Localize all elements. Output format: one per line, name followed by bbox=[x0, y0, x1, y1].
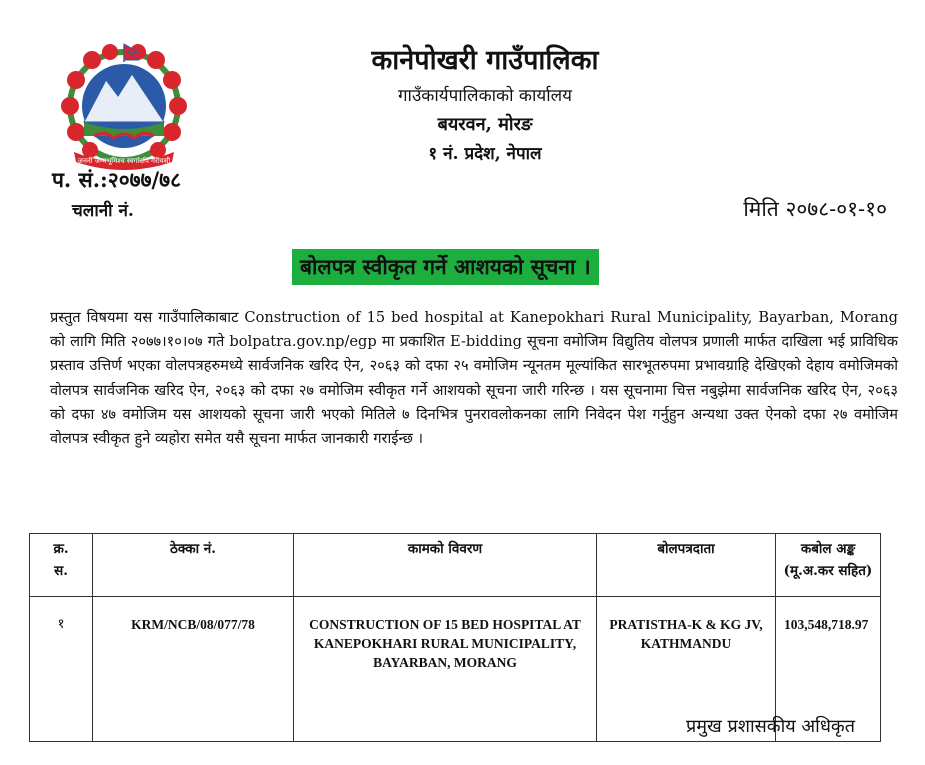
office-name: गाउँकार्यपालिकाको कार्यालय bbox=[397, 86, 573, 106]
province-label: १ नं. प्रदेश, नेपाल bbox=[428, 144, 542, 164]
reference-number: प. सं.:२०७७/७८ bbox=[52, 167, 181, 192]
municipality-emblem bbox=[44, 40, 204, 170]
signatory-designation: प्रमुख प्रशासकीय अधिकृत bbox=[686, 716, 855, 737]
header-amount-line2: (मू.अ.कर सहित) bbox=[783, 563, 873, 579]
notice-title: बोलपत्र स्वीकृत गर्ने आशयको सूचना । bbox=[292, 249, 599, 285]
header-serial-line2: स. bbox=[54, 563, 68, 579]
organization-name: कानेपोखरी गाउँपालिका bbox=[371, 45, 599, 76]
header-serial-line1: क्र. bbox=[53, 541, 69, 557]
office-location: बयरवन, मोरङ bbox=[437, 114, 533, 135]
cell-bidder: PRATISTHA-K & KG JV, KATHMANDU bbox=[597, 597, 776, 742]
bid-table bbox=[29, 533, 881, 742]
header-amount-line1: कबोल अङ्क bbox=[800, 541, 856, 557]
cell-contract: KRM/NCB/08/077/78 bbox=[93, 597, 294, 742]
emblem-motto: जननी जन्मभूमिश्च स्वर्गादपि गरीयसी bbox=[77, 157, 171, 165]
cell-amount: 103,548,718.97 bbox=[776, 597, 881, 742]
dispatch-number: चलानी नं. bbox=[72, 201, 134, 221]
table-header-row bbox=[30, 534, 881, 597]
cell-description: CONSTRUCTION OF 15 BED HOSPITAL AT KANEPOKHARI RURAL MUNICIPALITY, BAYARBAN, MORANG bbox=[294, 597, 597, 742]
cell-serial: १ bbox=[30, 597, 93, 742]
notice-body: प्रस्तुत विषयमा यस गाउँपालिकाबाट Construction of 15 bed hospital at Kanepokhari Rural Municipality, Bayarban, Morang को लागि मिति २०७७।१०।०७ गते bolpatra.gov.np/egp मा प्रकाशित E-bidding सूचना वमोजिम विद्युतिय वोलपत्र प्रणाली मार्फत दाखिला भई प्राविधिक प्रस्ताव उत्तिर्ण भएका वोलपत्रहरुमध्ये सार्वजनिक खरिद ऐन, २०६३ को दफा २५ वमोजिम न्यूनतम मूल्यांकित सारभूतरुपमा प्रभावग्राहि देखिएको देहाय वमोजिमको वोलपत्र सार्वजनिक खरिद ऐन, २०६३ को दफा २७ वमोजिम स्वीकृत गर्ने आशयको सूचना जारी गरिन्छ । यस सूचनामा चित्त नबुझेमा सार्वजनिक खरिद ऐन, २०६३ को दफा ४७ वमोजिम यस आशयको सूचना जारी भएको मितिले ७ दिनभित्र पुनरावलोकनका लागि निवेदन पेश गर्नुहुन अन्यथा उक्त ऐनको दफा २७ वमोजिम वोलपत्र स्वीकृत हुने व्यहोरा समेत यसै सूचना मार्फत जानकारी गराईन्छ । bbox=[50, 309, 898, 448]
header-amount bbox=[776, 534, 881, 597]
header-serial bbox=[30, 534, 93, 597]
header-bidder: बोलपत्रदाता bbox=[597, 534, 776, 597]
header-contract: ठेक्का नं. bbox=[93, 534, 294, 597]
header-description: कामको विवरण bbox=[294, 534, 597, 597]
letter-date: मिति २०७८-०१-१० bbox=[743, 197, 887, 221]
